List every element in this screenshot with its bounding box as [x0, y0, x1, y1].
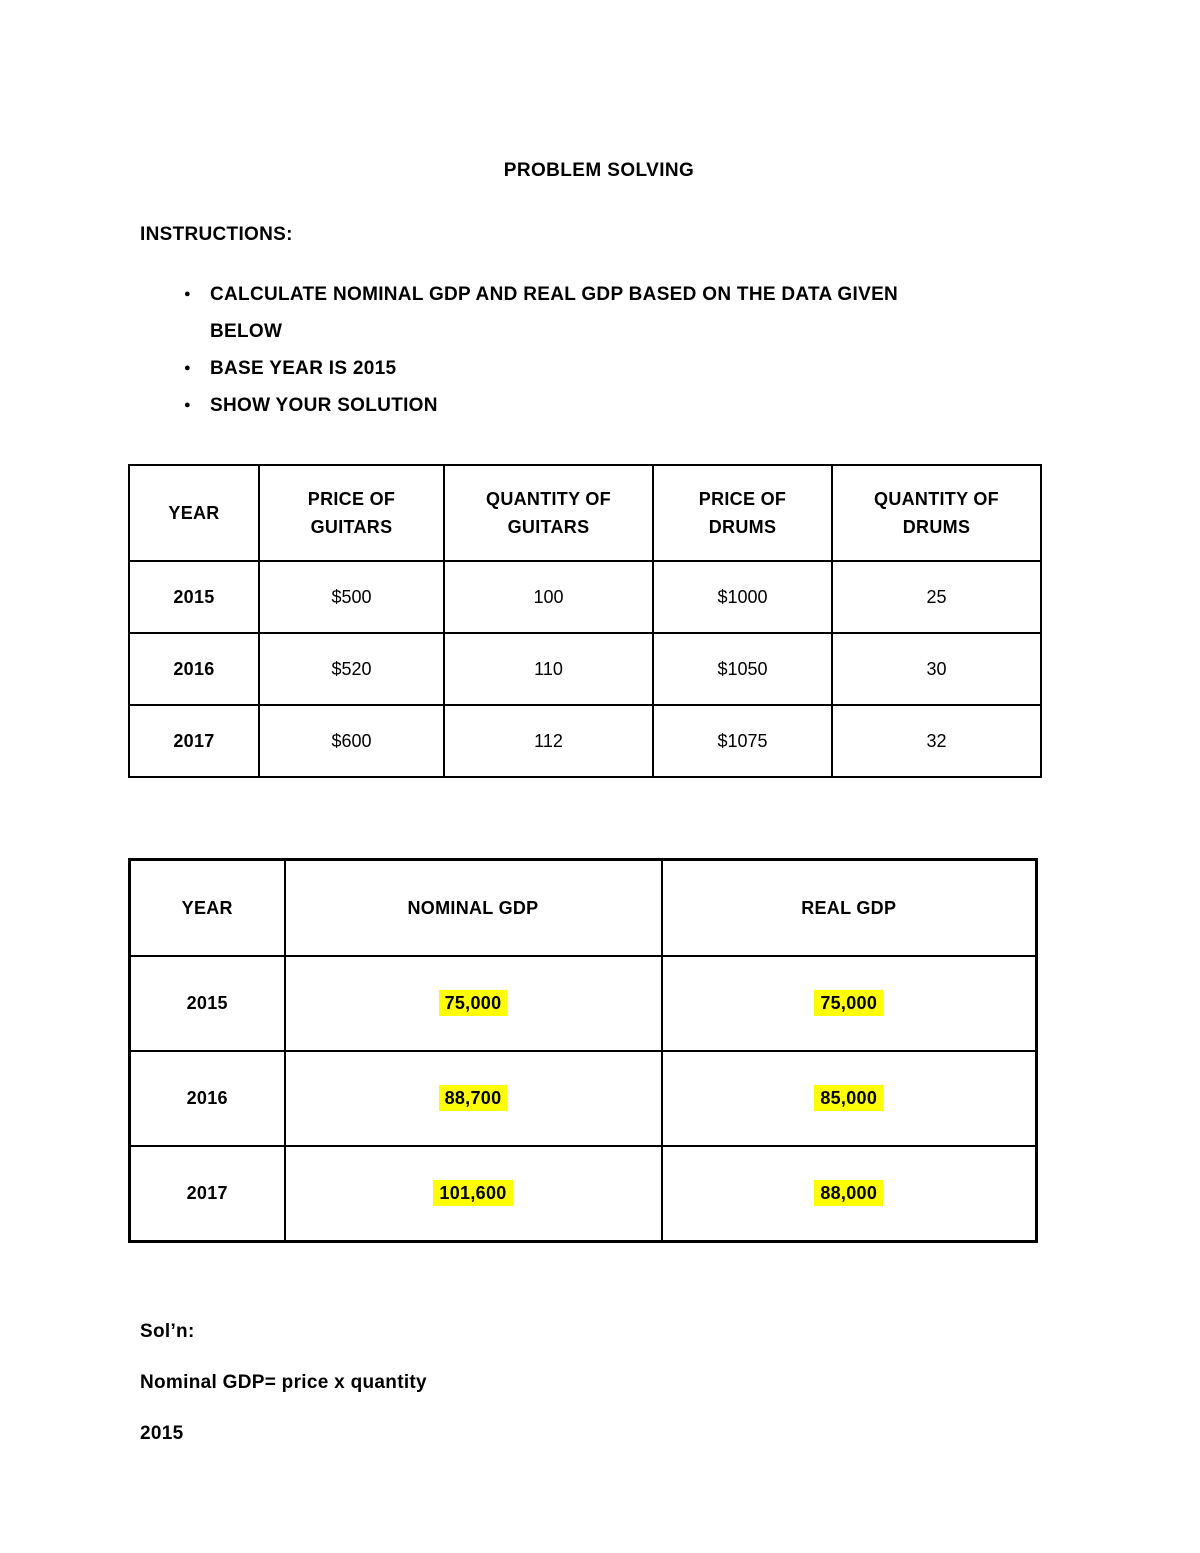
highlighted-value: 101,600 — [433, 1180, 512, 1206]
instruction-item: ● BASE YEAR IS 2015 — [140, 350, 950, 387]
year-cell: 2016 — [130, 1051, 285, 1146]
highlighted-value: 85,000 — [814, 1085, 883, 1111]
real-gdp-cell — [662, 1146, 1037, 1242]
solution-formula: Nominal GDP= price x quantity — [140, 1372, 427, 1393]
year-cell: 2016 — [129, 633, 259, 705]
year-cell: 2015 — [130, 956, 285, 1051]
column-header-quantity-guitars: QUANTITY OF GUITARS — [444, 465, 653, 561]
price-quantity-table — [128, 464, 1042, 778]
year-cell: 2015 — [129, 561, 259, 633]
highlighted-value: 75,000 — [814, 990, 883, 1016]
column-header-real-gdp: REAL GDP — [662, 860, 1037, 957]
nominal-gdp-cell — [285, 1051, 662, 1146]
quantity-drums-cell: 32 — [832, 705, 1041, 777]
price-guitars-cell: $600 — [259, 705, 444, 777]
instructions-list — [140, 276, 950, 424]
quantity-guitars-cell: 112 — [444, 705, 653, 777]
table-row — [129, 561, 1041, 633]
instruction-item: ● CALCULATE NOMINAL GDP AND REAL GDP BASED ON THE DATA GIVEN BELOW — [140, 276, 950, 350]
column-header-quantity-drums: QUANTITY OF DRUMS — [832, 465, 1041, 561]
page-title: PROBLEM SOLVING — [503, 160, 695, 181]
year-cell: 2017 — [129, 705, 259, 777]
price-drums-cell: $1000 — [653, 561, 832, 633]
real-gdp-cell — [662, 1051, 1037, 1146]
nominal-gdp-cell — [285, 1146, 662, 1242]
table-row — [130, 1146, 1037, 1242]
price-drums-cell: $1050 — [653, 633, 832, 705]
instructions-heading: INSTRUCTIONS: — [140, 224, 293, 245]
column-header-price-drums: PRICE OF DRUMS — [653, 465, 832, 561]
solution-section — [140, 1321, 1070, 1445]
solution-label: Sol’n: — [140, 1321, 195, 1342]
column-header-price-guitars: PRICE OF GUITARS — [259, 465, 444, 561]
header-row — [130, 860, 1037, 957]
instruction-item: ● SHOW YOUR SOLUTION — [140, 387, 950, 424]
quantity-guitars-cell: 100 — [444, 561, 653, 633]
solution-year-heading: 2015 — [140, 1423, 184, 1444]
nominal-gdp-cell — [285, 956, 662, 1051]
price-drums-cell: $1075 — [653, 705, 832, 777]
quantity-drums-cell: 30 — [832, 633, 1041, 705]
price-guitars-cell: $500 — [259, 561, 444, 633]
column-header-year: YEAR — [129, 465, 259, 561]
column-header-nominal-gdp: NOMINAL GDP — [285, 860, 662, 957]
gdp-results-table — [128, 858, 1038, 1243]
table-row — [130, 956, 1037, 1051]
highlighted-value: 88,700 — [439, 1085, 508, 1111]
year-cell: 2017 — [130, 1146, 285, 1242]
header-row — [129, 465, 1041, 561]
highlighted-value: 75,000 — [439, 990, 508, 1016]
price-guitars-cell: $520 — [259, 633, 444, 705]
real-gdp-cell — [662, 956, 1037, 1051]
column-header-year: YEAR — [130, 860, 285, 957]
quantity-drums-cell: 25 — [832, 561, 1041, 633]
highlighted-value: 88,000 — [814, 1180, 883, 1206]
table-row — [129, 705, 1041, 777]
quantity-guitars-cell: 110 — [444, 633, 653, 705]
table-row — [130, 1051, 1037, 1146]
table-row — [129, 633, 1041, 705]
